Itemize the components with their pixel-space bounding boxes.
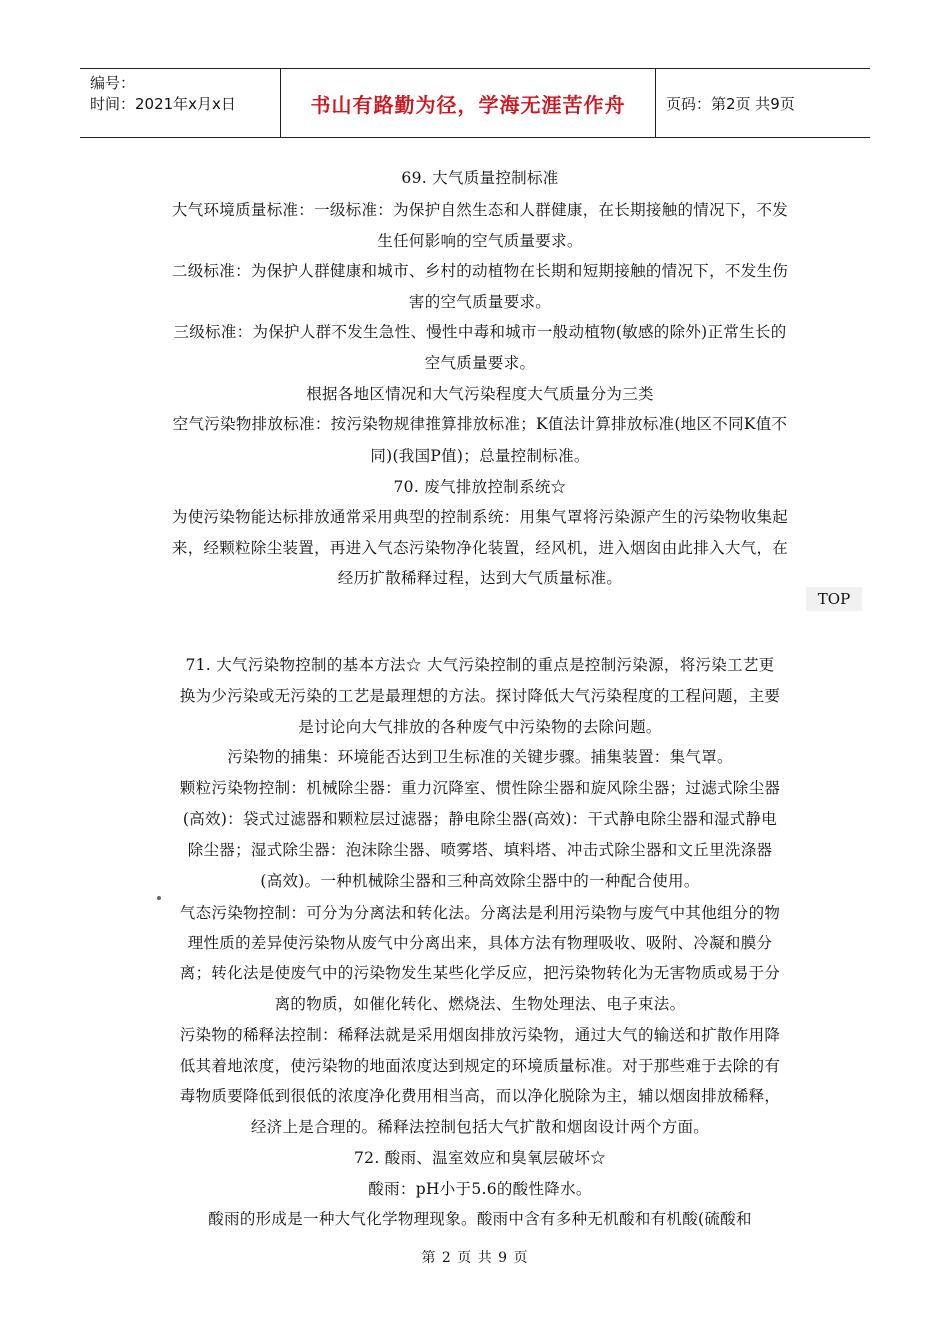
document-number-label: 编号： [90,74,136,92]
section-heading-69: 69. 大气质量控制标准 [401,169,559,187]
text-line: 经历扩散稀释过程，达到大气质量标准。 [337,569,623,587]
header-motto: 书山有路勤为径，学海无涯苦作舟 [310,92,626,117]
top-button[interactable]: TOP [806,587,862,611]
text-line: 二级标准：为保护人群健康和城市、乡村的动植物在长期和短期接触的情况下，不发生伤 [171,262,789,280]
text-line: 污染物的稀释法控制：稀释法就是采用烟囱排放污染物，通过大气的输送和扩散作用降 [179,1026,781,1044]
text-line: 除尘器；湿式除尘器：泡沫除尘器、喷雾塔、填料塔、冲击式除尘器和文丘里洗涤器 [187,841,773,859]
text-line: 来，经颗粒除尘装置，再进入气态污染物净化装置，经风机，进入烟囱由此排入大气，在 [171,539,789,557]
text-line: 理性质的差异使污染物从废气中分离出来，具体方法有物理吸收、吸附、冷凝和膜分 [187,934,773,952]
text-line: 是讨论向大气排放的各种废气中污染物的去除问题。 [298,718,662,736]
bullet-dot [157,896,161,900]
text-line: 换为少污染或无污染的工艺是最理想的方法。探讨降低大气污染程度的工程问题，主要 [179,687,781,705]
text-line: 三级标准：为保护人群不发生急性、慢性中毒和城市一般动植物(敏感的除外)正常生长的 [173,323,787,341]
text-line: 离；转化法是使废气中的污染物发生某些化学反应，把污染物转化为无害物质或易于分 [179,964,781,982]
text-line: 酸雨的形成是一种大气化学物理现象。酸雨中含有多种无机酸和有机酸(硫酸和 [208,1210,752,1228]
text-line: (高效)。一种机械除尘器和三种高效除尘器中的一种配合使用。 [260,872,700,890]
header-meta [80,69,281,137]
text-line: 空气质量要求。 [424,354,536,372]
text-line: 污染物的捕集：环境能否达到卫生标准的关键步骤。捕集装置：集气罩。 [227,748,733,766]
text-line: 低其着地浓度，使污染物的地面浓度达到规定的环境质量标准。对于那些难于去除的有 [179,1057,781,1075]
text-line: 害的空气质量要求。 [408,293,552,311]
text-line: (高效)：袋式过滤器和颗粒层过滤器；静电除尘器(高效)：干式静电除尘器和湿式静电 [182,810,778,828]
text-line: 大气环境质量标准：一级标准：为保护自然生态和人群健康，在长期接触的情况下，不发 [171,201,789,219]
text-line: 同)(我国P值)；总量控制标准。 [370,447,590,465]
text-line: 颗粒污染物控制：机械除尘器：重力沉降室、惯性除尘器和旋风除尘器；过滤式除尘器 [179,779,781,797]
section-heading-70: 70. 废气排放控制系统☆ [393,478,567,496]
header-page-info: 页码：第2页 共9页 [666,94,795,113]
text-line: 为使污染物能达标排放通常采用典型的控制系统：用集气罩将污染源产生的污染物收集起 [171,508,789,526]
document-date: 时间：2021年x月x日 [90,95,236,113]
text-line: 根据各地区情况和大气污染程度大气质量分为三类 [306,385,654,403]
text-line: 经济上是合理的。稀释法控制包括大气扩散和烟囱设计两个方面。 [250,1118,710,1136]
text-line: 离的物质，如催化转化、燃烧法、生物处理法、电子束法。 [274,995,686,1013]
section-heading-71: 71. 大气污染物控制的基本方法☆ 大气污染控制的重点是控制污染源，将污染工艺更 [185,656,775,674]
text-line: 气态污染物控制：可分为分离法和转化法。分离法是利用污染物与废气中其他组分的物 [179,904,781,922]
text-line: 生任何影响的空气质量要求。 [377,232,583,250]
header-motto-cell [281,69,656,137]
text-line: 空气污染物排放标准：按污染物规律推算排放标准；K值法计算排放标准(地区不同K值不 [172,415,788,433]
text-line: 毒物质要降低到很低的浓度净化费用相当高，而以净化脱除为主，辅以烟囱排放稀释， [179,1087,781,1105]
page-footer: 第 2 页 共 9 页 [421,1250,529,1266]
section-heading-72: 72. 酸雨、温室效应和臭氧层破坏☆ [354,1149,606,1167]
text-line: 酸雨：pH小于5.6的酸性降水。 [368,1180,592,1198]
page-header [80,68,870,138]
